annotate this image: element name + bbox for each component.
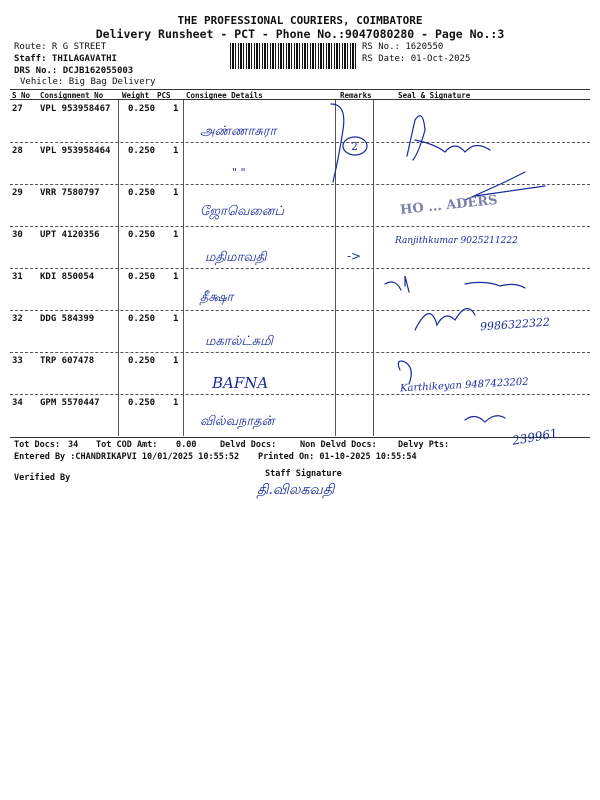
verified-by-label: Verified By bbox=[14, 473, 71, 483]
tot-cod-value: 0.00 bbox=[176, 440, 197, 450]
bracket-mark bbox=[331, 104, 344, 182]
staff-label: Staff: THILAGAVATHI bbox=[14, 54, 117, 64]
cell-pcs: 1 bbox=[173, 356, 179, 366]
cell-pcs: 1 bbox=[173, 314, 179, 324]
tot-docs-label: Tot Docs: bbox=[14, 440, 61, 450]
signature-row31 bbox=[385, 276, 525, 292]
signature-row27-28 bbox=[407, 116, 490, 160]
consignee-handwritten: மதிமாவதி bbox=[205, 250, 267, 265]
cell-sno: 29 bbox=[12, 188, 23, 198]
cell-pcs: 1 bbox=[173, 230, 179, 240]
signature-row33: Karthikeyan 9487423202 bbox=[399, 376, 529, 395]
cell-weight: 0.250 bbox=[128, 146, 156, 156]
route-label: Route: R G STREET bbox=[14, 42, 107, 52]
cell-sno: 33 bbox=[12, 356, 23, 366]
cell-sno: 34 bbox=[12, 398, 23, 408]
cell-consignment: UPT 4120356 bbox=[40, 230, 100, 240]
delvy-pts-label: Delvy Pts: bbox=[398, 440, 450, 450]
cell-consignment: GPM 5570447 bbox=[40, 398, 100, 408]
col-seal: Seal & Signature bbox=[398, 91, 471, 100]
drs-number: DRS No.: DCJB162055003 bbox=[14, 66, 134, 76]
company-title: THE PROFESSIONAL COURIERS, COIMBATORE bbox=[177, 14, 423, 27]
remark-row28: 2 bbox=[351, 140, 358, 153]
rs-number: RS No.: 1620550 bbox=[362, 42, 444, 52]
cell-consignment: VPL 953958467 bbox=[40, 104, 111, 114]
col-remarks: Remarks bbox=[340, 91, 372, 100]
col-consignee: Consignee Details bbox=[186, 91, 263, 100]
cell-consignment: DDG 584399 bbox=[40, 314, 95, 324]
cell-weight: 0.250 bbox=[128, 104, 156, 114]
tot-docs-value: 34 bbox=[68, 440, 79, 450]
remark-row30: -> bbox=[347, 249, 362, 263]
delivery-stamp: HO ... ADERS bbox=[399, 192, 499, 219]
vehicle-label: Vehicle: Big Bag Delivery bbox=[20, 77, 156, 87]
cell-consignment: VPL 953958464 bbox=[40, 146, 111, 156]
signature-row32 bbox=[415, 309, 475, 330]
consignee-handwritten: அண்ணாசுரா bbox=[200, 124, 277, 139]
col-weight: Weight bbox=[122, 91, 150, 100]
cell-sno: 32 bbox=[12, 314, 23, 324]
consignee-handwritten: மகால்ட்சுமி bbox=[205, 334, 273, 349]
col-pcs: PCS bbox=[157, 91, 171, 100]
delvd-docs-label: Delvd Docs: bbox=[220, 440, 277, 450]
cell-weight: 0.250 bbox=[128, 272, 156, 282]
consignee-handwritten: தீக்ஷா bbox=[200, 290, 234, 305]
cell-pcs: 1 bbox=[173, 104, 179, 114]
rs-date: RS Date: 01-Oct-2025 bbox=[362, 54, 471, 64]
cell-consignment: TRP 607478 bbox=[40, 356, 95, 366]
cell-weight: 0.250 bbox=[128, 230, 156, 240]
runsheet-subtitle: Delivery Runsheet - PCT - Phone No.:9047080280 - Page No.:3 bbox=[95, 27, 505, 41]
cell-sno: 31 bbox=[12, 272, 23, 282]
cell-pcs: 1 bbox=[173, 272, 179, 282]
signature-row32-phone: 9986322322 bbox=[479, 315, 551, 334]
cell-consignment: VRR 7580797 bbox=[40, 188, 100, 198]
printed-on: Printed On: 01-10-2025 10:55:54 bbox=[258, 452, 417, 462]
non-delvd-docs-label: Non Delvd Docs: bbox=[300, 440, 377, 450]
tot-cod-label: Tot COD Amt: bbox=[96, 440, 158, 450]
cell-sno: 27 bbox=[12, 104, 23, 114]
cell-pcs: 1 bbox=[173, 188, 179, 198]
cell-weight: 0.250 bbox=[128, 356, 156, 366]
consignee-handwritten: " " bbox=[232, 166, 246, 179]
staff-signature-label: Staff Signature bbox=[265, 469, 342, 479]
cell-weight: 0.250 bbox=[128, 314, 156, 324]
cell-pcs: 1 bbox=[173, 146, 179, 156]
col-consignment: Consignment No bbox=[40, 91, 104, 100]
barcode-graphic bbox=[230, 43, 358, 69]
consignee-handwritten: வில்வநாதன் bbox=[200, 414, 275, 429]
cell-pcs: 1 bbox=[173, 398, 179, 408]
cell-weight: 0.250 bbox=[128, 398, 156, 408]
entered-by: Entered By :CHANDRIKAPVI 10/01/2025 10:55:52 bbox=[14, 452, 240, 462]
consignee-handwritten: ஜோவெனைப் bbox=[200, 204, 285, 219]
staff-signature: தி.விலகவதி bbox=[257, 482, 335, 498]
signature-row30: Ranjithkumar 9025211222 bbox=[395, 236, 518, 246]
cell-weight: 0.250 bbox=[128, 188, 156, 198]
cell-sno: 28 bbox=[12, 146, 23, 156]
signature-row34-phone: 239961 bbox=[511, 426, 559, 448]
consignee-handwritten: BAFNA bbox=[212, 374, 269, 392]
col-sno: S No bbox=[12, 91, 31, 100]
cell-sno: 30 bbox=[12, 230, 23, 240]
cell-consignment: KDI 850054 bbox=[40, 272, 95, 282]
